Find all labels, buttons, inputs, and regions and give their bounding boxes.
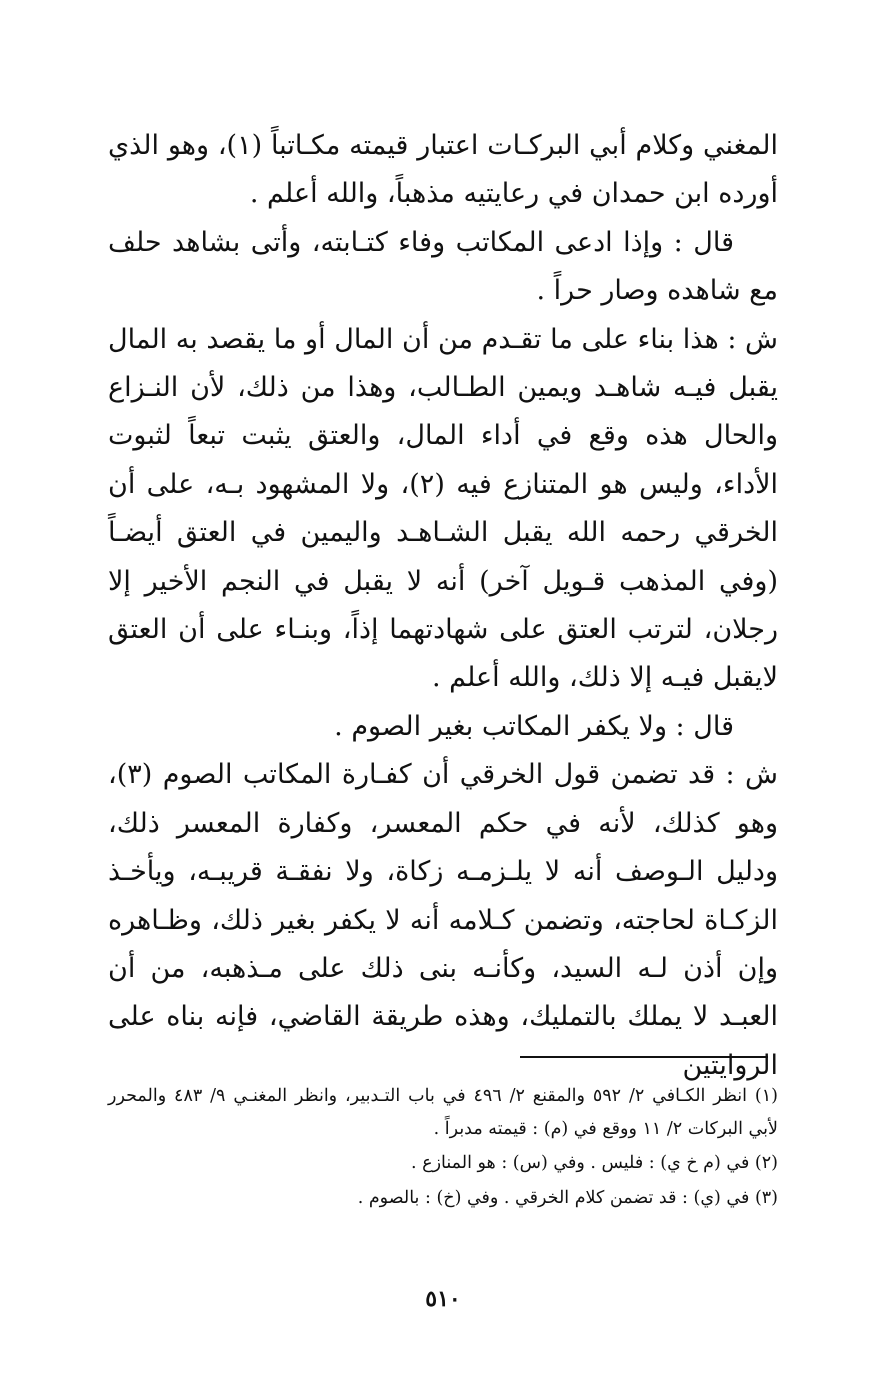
paragraph-continuation: المغني وكلام أبي البركـات اعتبار قيمته مكـاتباً (١)، وهو الذي أورده ابن حمدان في رعايتيه مذهباً، والله أعلم . bbox=[108, 130, 779, 210]
paragraph-statement-2: قال : ولا يكفر المكاتب بغير الصوم . bbox=[334, 710, 734, 742]
paragraph-commentary-2: ش : قد تضمن قول الخرقي أن كفـارة المكاتب الصوم (٣)، وهو كذلك، لأنه في حكم المعسر، وكفارة المعسر ذلك، ودليل الـوصف أنه لا يلـزمـه زكاة، ولا نفقـة قريبـه، ويأخـذ الزكـاة لحاجته، وتضمن كـلامه أنه لا يكفر بغير ذلك، وظـاهره وإن أذن لـه السيد، وكأنـه بنى ذلك على مـذهبه، من أن العبـد لا يملك بالتمليك، وهذه طريقة القاضي، فإنه بناه على الروايتين bbox=[108, 759, 778, 1081]
footnote-2: (٢) في (م خ ي) : فليس . وفي (س) : هو المنازع . bbox=[411, 1153, 778, 1173]
paragraph-commentary-1: ش : هذا بناء على ما تقـدم من أن المال أو ما يقصد به المال يقبل فيـه شاهـد ويمين الطـالب، وهذا من ذلك، لأن النـزاع والحال هذه وقع في أداء المال، والعتق يثبت تبعاً لثبوت الأداء، وليس هو المتنازع فيه (٢)، ولا المشهود بـه، على أن الخرقي رحمه الله يقبل الشـاهـد واليمين في العتق أيضـاً (وفي المذهب قـويل آخر) أنه لا يقبل في النجم الأخير إلا رجلان، لترتب العتق على شهادتهما إذاً، وبنـاء على أن العتق لايقبل فيـه إلا ذلك، والله أعلم . bbox=[108, 323, 779, 694]
paragraph-statement-1: قال : وإذا ادعى المكاتب وفاء كتـابته، وأتى بشاهد حلف مع شاهده وصار حراً . bbox=[108, 226, 778, 307]
footnotes bbox=[108, 1080, 778, 1216]
footnote-1: (١) انظر الكـافي ٢/ ٥٩٢ والمقنع ٢/ ٤٩٦ في باب التـدبير، وانظر المغنـي ٩/ ٤٨٣ والمحرر لأبي البركات ٢/ ١١ ووقع في (م) : قيمته مدبراً . bbox=[108, 1086, 778, 1139]
footnote-separator bbox=[520, 1056, 768, 1058]
main-text bbox=[108, 122, 778, 1090]
footnote-3: (٣) في (ي) : قد تضمن كلام الخرقي . وفي (خ) : بالصوم . bbox=[357, 1188, 778, 1208]
page-number: ٥١٠ bbox=[425, 1286, 461, 1312]
